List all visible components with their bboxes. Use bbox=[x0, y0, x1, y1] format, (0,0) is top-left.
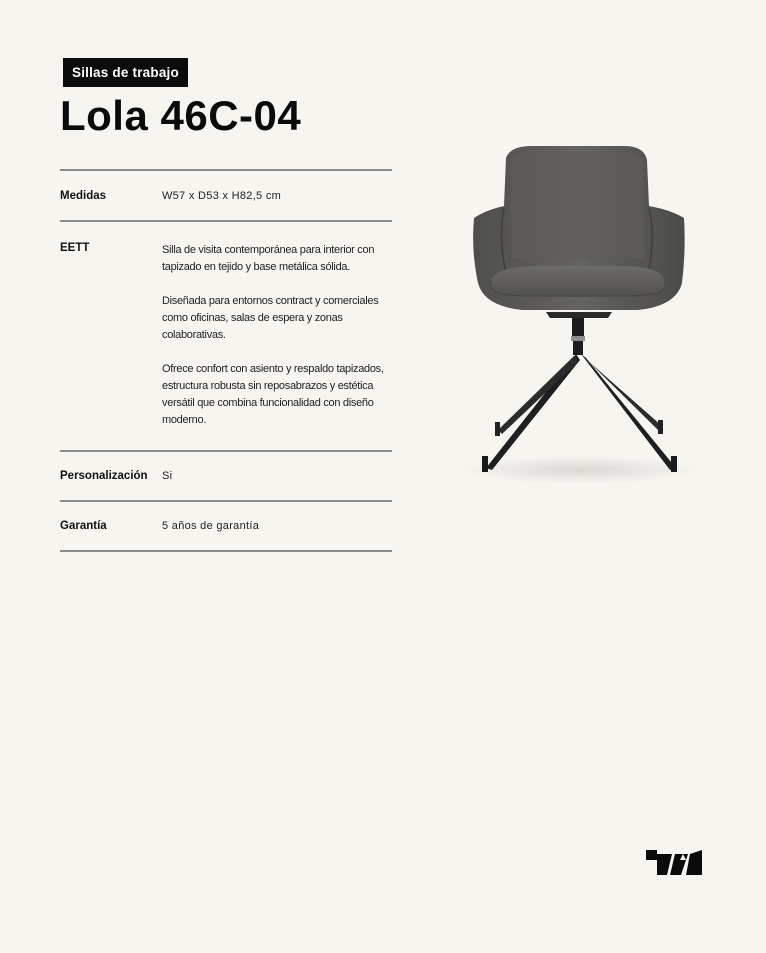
spec-value: W57 x D53 x H82,5 cm bbox=[162, 189, 282, 202]
spec-row-medidas bbox=[60, 171, 392, 222]
eett-description bbox=[162, 242, 392, 429]
spec-row-eett bbox=[60, 222, 392, 452]
spec-value: 5 años de garantía bbox=[162, 520, 260, 532]
spec-label: Personalización bbox=[60, 470, 148, 482]
spec-row-garantia bbox=[60, 502, 392, 552]
category-badge: Sillas de trabajo bbox=[63, 58, 188, 87]
brand-logo-icon bbox=[646, 850, 702, 875]
eett-paragraph: Ofrece confort con asiento y respaldo tapizados, estructura robusta sin reposabrazos y estética versátil que combina funcionalidad con diseño moderno. bbox=[162, 363, 384, 426]
spec-label: Medidas bbox=[60, 189, 107, 202]
eett-paragraph: Diseñada para entornos contract y comerciales como oficinas, salas de espera y zonas colaborativas. bbox=[162, 295, 379, 341]
chair-image bbox=[462, 138, 722, 488]
spec-label: Garantía bbox=[60, 520, 107, 532]
product-title: Lola 46C-04 bbox=[60, 92, 302, 139]
spec-row-personalizacion bbox=[60, 452, 392, 502]
eett-paragraph: Silla de visita contemporánea para interior con tapizado en tejido y base metálica sólida. bbox=[162, 244, 375, 273]
spec-table bbox=[60, 169, 392, 552]
spec-label: EETT bbox=[60, 242, 90, 254]
spec-value: Si bbox=[162, 470, 173, 482]
